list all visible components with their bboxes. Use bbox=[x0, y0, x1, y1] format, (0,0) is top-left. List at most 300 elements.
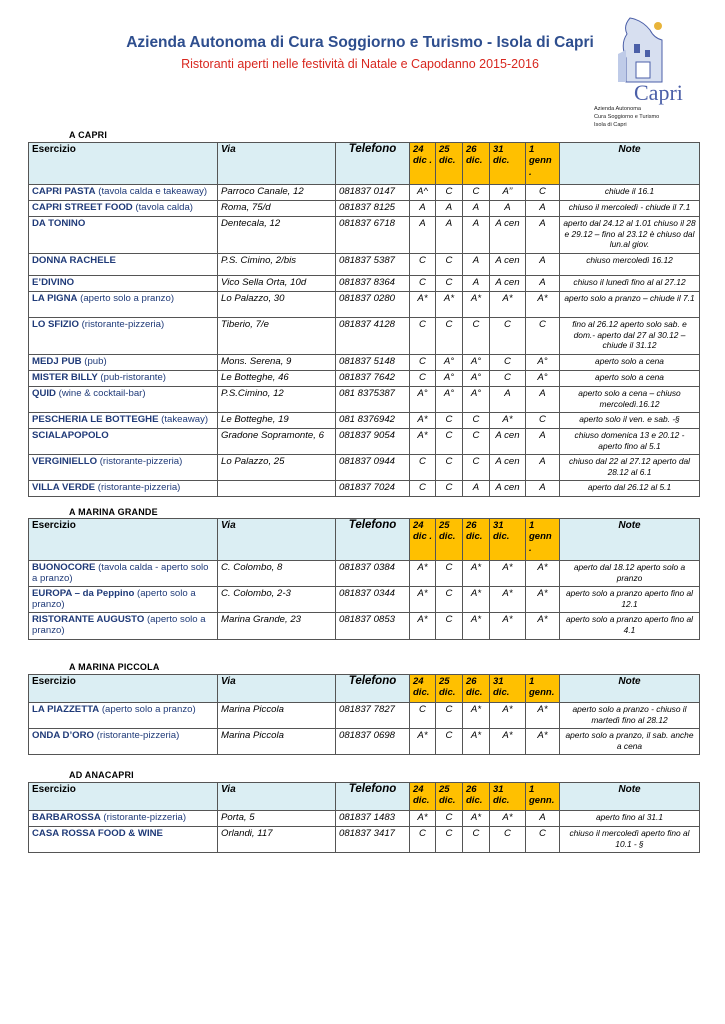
logo-line: Azienda Autonoma bbox=[594, 106, 641, 112]
table-row bbox=[29, 318, 700, 355]
cell-esercizio bbox=[29, 276, 218, 292]
restaurant-name: EUROPA – da Peppino bbox=[32, 588, 135, 599]
cell-esercizio bbox=[29, 481, 218, 497]
restaurant-name: LO SFIZIO bbox=[32, 319, 79, 330]
section-title: A MARINA GRANDE bbox=[69, 507, 158, 517]
logo-line: Cura Soggiorno e Turismo bbox=[594, 114, 660, 120]
table-row bbox=[29, 561, 700, 587]
cell-g1: A bbox=[526, 254, 560, 276]
cell-telefono: 081837 8125 bbox=[336, 201, 410, 217]
cell-d26: C bbox=[463, 455, 490, 481]
cell-esercizio bbox=[29, 703, 218, 729]
cell-telefono: 081837 3417 bbox=[336, 827, 410, 853]
cell-d26: A bbox=[463, 276, 490, 292]
cell-via: Gradone Sopramonte, 6 bbox=[218, 429, 336, 455]
restaurant-name: BARBAROSSA bbox=[32, 812, 101, 823]
cell-esercizio bbox=[29, 729, 218, 755]
cell-g1: A° bbox=[526, 355, 560, 371]
restaurant-type: (pub) bbox=[81, 356, 107, 367]
header-d24: 24 dic . bbox=[410, 519, 436, 561]
header-d24: 24 dic . bbox=[410, 143, 436, 185]
cell-d26: C bbox=[463, 429, 490, 455]
header-d25: 25 dic. bbox=[436, 519, 463, 561]
restaurant-name: CAPRI PASTA bbox=[32, 186, 96, 197]
cell-note: aperto solo a cena – chiuso mercoledì.16.12 bbox=[560, 387, 700, 413]
cell-d26: A° bbox=[463, 355, 490, 371]
cell-d24: A* bbox=[410, 729, 436, 755]
cell-d24: A* bbox=[410, 587, 436, 613]
cell-d25: A bbox=[436, 217, 463, 254]
cell-note: chiuso il mercoledì - chiude il 7.1 bbox=[560, 201, 700, 217]
cell-d24: A° bbox=[410, 387, 436, 413]
cell-d26: C bbox=[463, 413, 490, 429]
cell-d31: A* bbox=[490, 413, 526, 429]
cell-esercizio bbox=[29, 387, 218, 413]
cell-note: chiuso il mercoledì aperto fino al 10.1 - § bbox=[560, 827, 700, 853]
cell-d25: C bbox=[436, 587, 463, 613]
cell-d25: C bbox=[436, 318, 463, 355]
cell-note: aperto solo a cena bbox=[560, 355, 700, 371]
cell-via: Marina Grande, 23 bbox=[218, 613, 336, 640]
restaurant-name: CAPRI STREET FOOD bbox=[32, 202, 133, 213]
cell-d31: A’’ bbox=[490, 185, 526, 201]
cell-d31: A bbox=[490, 387, 526, 413]
cell-note: chiuso dal 22 al 27.12 aperto dal 28.12 al 6.1 bbox=[560, 455, 700, 481]
cell-d31: A* bbox=[490, 729, 526, 755]
cell-d24: A* bbox=[410, 561, 436, 587]
cell-d24: A* bbox=[410, 811, 436, 827]
cell-g1: C bbox=[526, 413, 560, 429]
cell-esercizio bbox=[29, 561, 218, 587]
cell-d25: C bbox=[436, 455, 463, 481]
cell-d25: A* bbox=[436, 292, 463, 318]
header-d26: 26 dic. bbox=[463, 675, 490, 703]
cell-d24: C bbox=[410, 703, 436, 729]
table-row bbox=[29, 201, 700, 217]
cell-d24: C bbox=[410, 481, 436, 497]
restaurants-table-marina-grande bbox=[28, 518, 700, 640]
section-title: A MARINA PICCOLA bbox=[69, 662, 160, 672]
cell-d24: C bbox=[410, 276, 436, 292]
cell-d25: A° bbox=[436, 371, 463, 387]
restaurant-name: CASA ROSSA FOOD & WINE bbox=[32, 828, 163, 839]
cell-note: aperto dal 26.12 al 5.1 bbox=[560, 481, 700, 497]
cell-telefono: 081837 0344 bbox=[336, 587, 410, 613]
cell-d26: A* bbox=[463, 561, 490, 587]
table-row bbox=[29, 827, 700, 853]
cell-note: aperto solo a pranzo aperto fino al 12.1 bbox=[560, 587, 700, 613]
cell-g1: A* bbox=[526, 587, 560, 613]
cell-d25: A° bbox=[436, 355, 463, 371]
cell-d26: A bbox=[463, 217, 490, 254]
cell-esercizio bbox=[29, 613, 218, 640]
cell-esercizio bbox=[29, 827, 218, 853]
cell-telefono: 081837 0944 bbox=[336, 455, 410, 481]
header-g1: 1 genn . bbox=[526, 519, 560, 561]
header-g1: 1 genn. bbox=[526, 675, 560, 703]
cell-esercizio bbox=[29, 318, 218, 355]
cell-d26: A* bbox=[463, 703, 490, 729]
header-via: Via bbox=[218, 519, 336, 561]
restaurant-name: E’DIVINO bbox=[32, 277, 75, 288]
cell-note: aperto fino al 31.1 bbox=[560, 811, 700, 827]
header-via: Via bbox=[218, 675, 336, 703]
restaurant-name: VERGINIELLO bbox=[32, 456, 98, 467]
table-row bbox=[29, 613, 700, 640]
table-header-row bbox=[29, 519, 700, 561]
cell-d31: A cen bbox=[490, 455, 526, 481]
restaurant-type: (ristorante-pizzeria) bbox=[78, 319, 165, 330]
table-row bbox=[29, 811, 700, 827]
cell-d26: A* bbox=[463, 729, 490, 755]
header-esercizio: Esercizio bbox=[29, 675, 218, 703]
table-row bbox=[29, 371, 700, 387]
restaurant-name: MISTER BILLY bbox=[32, 372, 98, 383]
header-d24: 24 dic. bbox=[410, 783, 436, 811]
cell-d31: A* bbox=[490, 811, 526, 827]
logo-line: Isola di Capri bbox=[594, 122, 627, 128]
cell-d25: C bbox=[436, 729, 463, 755]
header-telefono: Telefono bbox=[336, 143, 410, 185]
cell-d24: A* bbox=[410, 292, 436, 318]
cell-d31: A* bbox=[490, 587, 526, 613]
cell-telefono: 081837 9054 bbox=[336, 429, 410, 455]
cell-d26: A* bbox=[463, 811, 490, 827]
table-header-row bbox=[29, 675, 700, 703]
cell-esercizio bbox=[29, 254, 218, 276]
cell-telefono: 081 8375387 bbox=[336, 387, 410, 413]
cell-d31: A* bbox=[490, 613, 526, 640]
cell-esercizio bbox=[29, 587, 218, 613]
cell-note: aperto solo a pranzo - chiuso il martedì fino al 28.12 bbox=[560, 703, 700, 729]
cell-d26: A° bbox=[463, 387, 490, 413]
cell-telefono: 081837 5387 bbox=[336, 254, 410, 276]
cell-d31: C bbox=[490, 318, 526, 355]
cell-d24: A^ bbox=[410, 185, 436, 201]
cell-note: aperto solo il ven. e sab. -§ bbox=[560, 413, 700, 429]
header-d31: 31 dic. bbox=[490, 783, 526, 811]
cell-g1: C bbox=[526, 318, 560, 355]
cell-note: chiuso il lunedì fino al al 27.12 bbox=[560, 276, 700, 292]
cell-g1: A* bbox=[526, 292, 560, 318]
cell-note: aperto solo a pranzo aperto fino al 4.1 bbox=[560, 613, 700, 640]
cell-telefono: 081837 6718 bbox=[336, 217, 410, 254]
cell-d31: C bbox=[490, 371, 526, 387]
restaurants-table-capri bbox=[28, 142, 700, 497]
cell-g1: C bbox=[526, 185, 560, 201]
cell-d25: C bbox=[436, 561, 463, 587]
cell-d31: A* bbox=[490, 703, 526, 729]
cell-via: Lo Palazzo, 25 bbox=[218, 455, 336, 481]
cell-esercizio bbox=[29, 429, 218, 455]
header-d26: 26 dic. bbox=[463, 143, 490, 185]
cell-note: fino al 26.12 aperto solo sab. e dom.- aperto dal 27 al 30.12 – chiude il 31.12 bbox=[560, 318, 700, 355]
restaurant-type: (tavola calda - aperto solo a pranzo) bbox=[32, 562, 209, 585]
cell-via: Le Botteghe, 46 bbox=[218, 371, 336, 387]
cell-d26: A* bbox=[463, 292, 490, 318]
cell-g1: A bbox=[526, 429, 560, 455]
cell-telefono: 081837 7024 bbox=[336, 481, 410, 497]
cell-note: aperto dal 18.12 aperto solo a pranzo bbox=[560, 561, 700, 587]
cell-d25: C bbox=[436, 185, 463, 201]
cell-note: aperto dal 24.12 al 1.01 chiuso il 28 e 29.12 – fino al 23.12 è chiuso dal lun.al giov. bbox=[560, 217, 700, 254]
cell-via: Marina Piccola bbox=[218, 703, 336, 729]
cell-g1: A bbox=[526, 201, 560, 217]
logo-wordmark: Capri bbox=[634, 80, 683, 105]
cell-via: P.S. Cimino, 2/bis bbox=[218, 254, 336, 276]
section-title: A CAPRI bbox=[69, 130, 108, 140]
cell-note: aperto solo a pranzo – chiude il 7.1 bbox=[560, 292, 700, 318]
section-title: AD ANACAPRI bbox=[69, 770, 134, 780]
cell-d24: C bbox=[410, 827, 436, 853]
table-row bbox=[29, 455, 700, 481]
cell-via: P.S.Cimino, 12 bbox=[218, 387, 336, 413]
header-via: Via bbox=[218, 143, 336, 185]
restaurant-name: MEDJ PUB bbox=[32, 356, 82, 367]
restaurant-type: (tavola calda) bbox=[132, 202, 194, 213]
cell-g1: A* bbox=[526, 561, 560, 587]
cell-g1: A bbox=[526, 387, 560, 413]
header-note: Note bbox=[560, 519, 700, 561]
cell-d25: C bbox=[436, 254, 463, 276]
cell-d25: C bbox=[436, 481, 463, 497]
cell-via: Dentecala, 12 bbox=[218, 217, 336, 254]
header-note: Note bbox=[560, 783, 700, 811]
cell-via: Marina Piccola bbox=[218, 729, 336, 755]
cell-telefono: 081837 0853 bbox=[336, 613, 410, 640]
table-row bbox=[29, 429, 700, 455]
table-row bbox=[29, 703, 700, 729]
cell-d26: A bbox=[463, 201, 490, 217]
cell-d26: A bbox=[463, 481, 490, 497]
cell-g1: A bbox=[526, 811, 560, 827]
cell-d31: A bbox=[490, 201, 526, 217]
cell-via: Vico Sella Orta, 10d bbox=[218, 276, 336, 292]
table-row bbox=[29, 185, 700, 201]
header-d31: 31 dic. bbox=[490, 143, 526, 185]
cell-via: Roma, 75/d bbox=[218, 201, 336, 217]
table-row bbox=[29, 481, 700, 497]
capri-logo bbox=[590, 14, 686, 134]
cell-g1: A bbox=[526, 481, 560, 497]
cell-d31: A* bbox=[490, 292, 526, 318]
header-d26: 26 dic. bbox=[463, 783, 490, 811]
cell-g1: A° bbox=[526, 371, 560, 387]
cell-via: C. Colombo, 2-3 bbox=[218, 587, 336, 613]
header-d31: 31 dic. bbox=[490, 675, 526, 703]
cell-d25: C bbox=[436, 429, 463, 455]
restaurant-type: (ristorante-pizzeria) bbox=[95, 482, 181, 493]
cell-via: Orlandi, 117 bbox=[218, 827, 336, 853]
cell-via: Lo Palazzo, 30 bbox=[218, 292, 336, 318]
table-row bbox=[29, 355, 700, 371]
cell-telefono: 081837 1483 bbox=[336, 811, 410, 827]
header-telefono: Telefono bbox=[336, 519, 410, 561]
cell-esercizio bbox=[29, 292, 218, 318]
restaurant-name: QUID bbox=[32, 388, 56, 399]
cell-esercizio bbox=[29, 811, 218, 827]
restaurant-type: (wine & cocktail-bar) bbox=[55, 388, 146, 399]
header-esercizio: Esercizio bbox=[29, 143, 218, 185]
cell-esercizio bbox=[29, 413, 218, 429]
cell-via: C. Colombo, 8 bbox=[218, 561, 336, 587]
cell-esercizio bbox=[29, 371, 218, 387]
header-esercizio: Esercizio bbox=[29, 783, 218, 811]
cell-g1: C bbox=[526, 827, 560, 853]
restaurant-name: BUONOCORE bbox=[32, 562, 96, 573]
cell-d26: A bbox=[463, 254, 490, 276]
cell-via: Parroco Canale, 12 bbox=[218, 185, 336, 201]
restaurant-type: (ristorante-pizzeria) bbox=[97, 456, 183, 467]
cell-d24: A bbox=[410, 201, 436, 217]
cell-d31: A cen bbox=[490, 429, 526, 455]
cell-esercizio bbox=[29, 455, 218, 481]
cell-d24: A* bbox=[410, 413, 436, 429]
header-telefono: Telefono bbox=[336, 675, 410, 703]
cell-d24: C bbox=[410, 355, 436, 371]
cell-d26: C bbox=[463, 185, 490, 201]
restaurant-type: (aperto solo a pranzo) bbox=[32, 614, 206, 637]
cell-via: Tiberio, 7/e bbox=[218, 318, 336, 355]
cell-note: chiude il 16.1 bbox=[560, 185, 700, 201]
restaurant-type: (takeaway) bbox=[158, 414, 209, 425]
cell-via: Le Botteghe, 19 bbox=[218, 413, 336, 429]
header-g1: 1 genn . bbox=[526, 143, 560, 185]
header-note: Note bbox=[560, 143, 700, 185]
header-d25: 25 dic. bbox=[436, 143, 463, 185]
restaurant-type: (aperto solo a pranzo) bbox=[77, 293, 175, 304]
cell-d26: C bbox=[463, 827, 490, 853]
cell-d25: C bbox=[436, 703, 463, 729]
cell-d25: C bbox=[436, 811, 463, 827]
cell-telefono: 081837 0147 bbox=[336, 185, 410, 201]
cell-d25: A bbox=[436, 201, 463, 217]
cell-via bbox=[218, 481, 336, 497]
capri-emblem-icon bbox=[590, 14, 686, 84]
cell-d31: A* bbox=[490, 561, 526, 587]
cell-telefono: 081837 4128 bbox=[336, 318, 410, 355]
cell-via: Porta, 5 bbox=[218, 811, 336, 827]
cell-d24: C bbox=[410, 371, 436, 387]
cell-d31: A cen bbox=[490, 217, 526, 254]
table-row bbox=[29, 276, 700, 292]
cell-note: chiuso domenica 13 e 20.12 - aperto fino al 5.1 bbox=[560, 429, 700, 455]
header-via: Via bbox=[218, 783, 336, 811]
cell-note: aperto solo a cena bbox=[560, 371, 700, 387]
cell-note: aperto solo a pranzo, il sab. anche a cena bbox=[560, 729, 700, 755]
table-header-row bbox=[29, 783, 700, 811]
table-row bbox=[29, 217, 700, 254]
restaurant-name: VILLA VERDE bbox=[32, 482, 96, 493]
cell-d31: C bbox=[490, 827, 526, 853]
cell-d26: A* bbox=[463, 587, 490, 613]
cell-d25: C bbox=[436, 413, 463, 429]
page-subtitle: Ristoranti aperti nelle festività di Natale e Capodanno 2015-2016 bbox=[181, 57, 539, 71]
restaurant-name: RISTORANTE AUGUSTO bbox=[32, 614, 145, 625]
restaurant-type: (aperto solo a pranzo) bbox=[99, 704, 196, 715]
header-note: Note bbox=[560, 675, 700, 703]
restaurant-name: PESCHERIA LE BOTTEGHE bbox=[32, 414, 159, 425]
header-d25: 25 dic. bbox=[436, 675, 463, 703]
cell-d24: C bbox=[410, 318, 436, 355]
restaurant-name: LA PIAZZETTA bbox=[32, 704, 100, 715]
restaurant-name: DA TONINO bbox=[32, 218, 86, 229]
cell-telefono: 081837 0384 bbox=[336, 561, 410, 587]
cell-note: chiuso mercoledì 16.12 bbox=[560, 254, 700, 276]
cell-telefono: 081837 0280 bbox=[336, 292, 410, 318]
page-title: Azienda Autonoma di Cura Soggiorno e Turismo - Isola di Capri bbox=[126, 34, 594, 51]
restaurant-name: SCIALAPOPOLO bbox=[32, 430, 109, 441]
cell-telefono: 081 8376942 bbox=[336, 413, 410, 429]
table-row bbox=[29, 292, 700, 318]
cell-d24: A bbox=[410, 217, 436, 254]
restaurants-table-anacapri bbox=[28, 782, 700, 853]
restaurant-name: ONDA D’ORO bbox=[32, 730, 95, 741]
cell-g1: A* bbox=[526, 613, 560, 640]
cell-d26: A° bbox=[463, 371, 490, 387]
cell-g1: A bbox=[526, 217, 560, 254]
cell-telefono: 081837 7827 bbox=[336, 703, 410, 729]
cell-esercizio bbox=[29, 217, 218, 254]
header-esercizio: Esercizio bbox=[29, 519, 218, 561]
restaurant-type: (pub-ristorante) bbox=[97, 372, 166, 383]
restaurants-table-marina-piccola bbox=[28, 674, 700, 755]
cell-esercizio bbox=[29, 201, 218, 217]
restaurant-type: (ristorante-pizzeria) bbox=[100, 812, 187, 823]
cell-telefono: 081837 0698 bbox=[336, 729, 410, 755]
cell-esercizio bbox=[29, 355, 218, 371]
table-row bbox=[29, 413, 700, 429]
cell-g1: A bbox=[526, 276, 560, 292]
restaurant-name: LA PIGNA bbox=[32, 293, 78, 304]
cell-d25: C bbox=[436, 276, 463, 292]
cell-d25: A° bbox=[436, 387, 463, 413]
table-row bbox=[29, 254, 700, 276]
cell-g1: A* bbox=[526, 703, 560, 729]
table-row bbox=[29, 387, 700, 413]
cell-d26: A* bbox=[463, 613, 490, 640]
cell-d31: A cen bbox=[490, 276, 526, 292]
restaurant-name: DONNA RACHELE bbox=[32, 255, 116, 266]
cell-g1: A bbox=[526, 455, 560, 481]
cell-telefono: 081837 5148 bbox=[336, 355, 410, 371]
cell-d25: C bbox=[436, 827, 463, 853]
header-telefono: Telefono bbox=[336, 783, 410, 811]
restaurant-type: (tavola calda e takeaway) bbox=[95, 186, 208, 197]
header-g1: 1 genn. bbox=[526, 783, 560, 811]
cell-d24: C bbox=[410, 455, 436, 481]
header-d25: 25 dic. bbox=[436, 783, 463, 811]
header-d24: 24 dic. bbox=[410, 675, 436, 703]
cell-g1: A* bbox=[526, 729, 560, 755]
table-header-row bbox=[29, 143, 700, 185]
cell-telefono: 081837 8364 bbox=[336, 276, 410, 292]
cell-d24: A* bbox=[410, 613, 436, 640]
cell-telefono: 081837 7642 bbox=[336, 371, 410, 387]
cell-d24: A* bbox=[410, 429, 436, 455]
table-row bbox=[29, 587, 700, 613]
cell-d31: A cen bbox=[490, 254, 526, 276]
cell-d31: C bbox=[490, 355, 526, 371]
cell-via: Mons. Serena, 9 bbox=[218, 355, 336, 371]
header-d26: 26 dic. bbox=[463, 519, 490, 561]
cell-esercizio bbox=[29, 185, 218, 201]
cell-d24: C bbox=[410, 254, 436, 276]
cell-d31: A cen bbox=[490, 481, 526, 497]
header-d31: 31 dic. bbox=[490, 519, 526, 561]
table-row bbox=[29, 729, 700, 755]
restaurant-type: (aperto solo a pranzo) bbox=[32, 588, 196, 611]
